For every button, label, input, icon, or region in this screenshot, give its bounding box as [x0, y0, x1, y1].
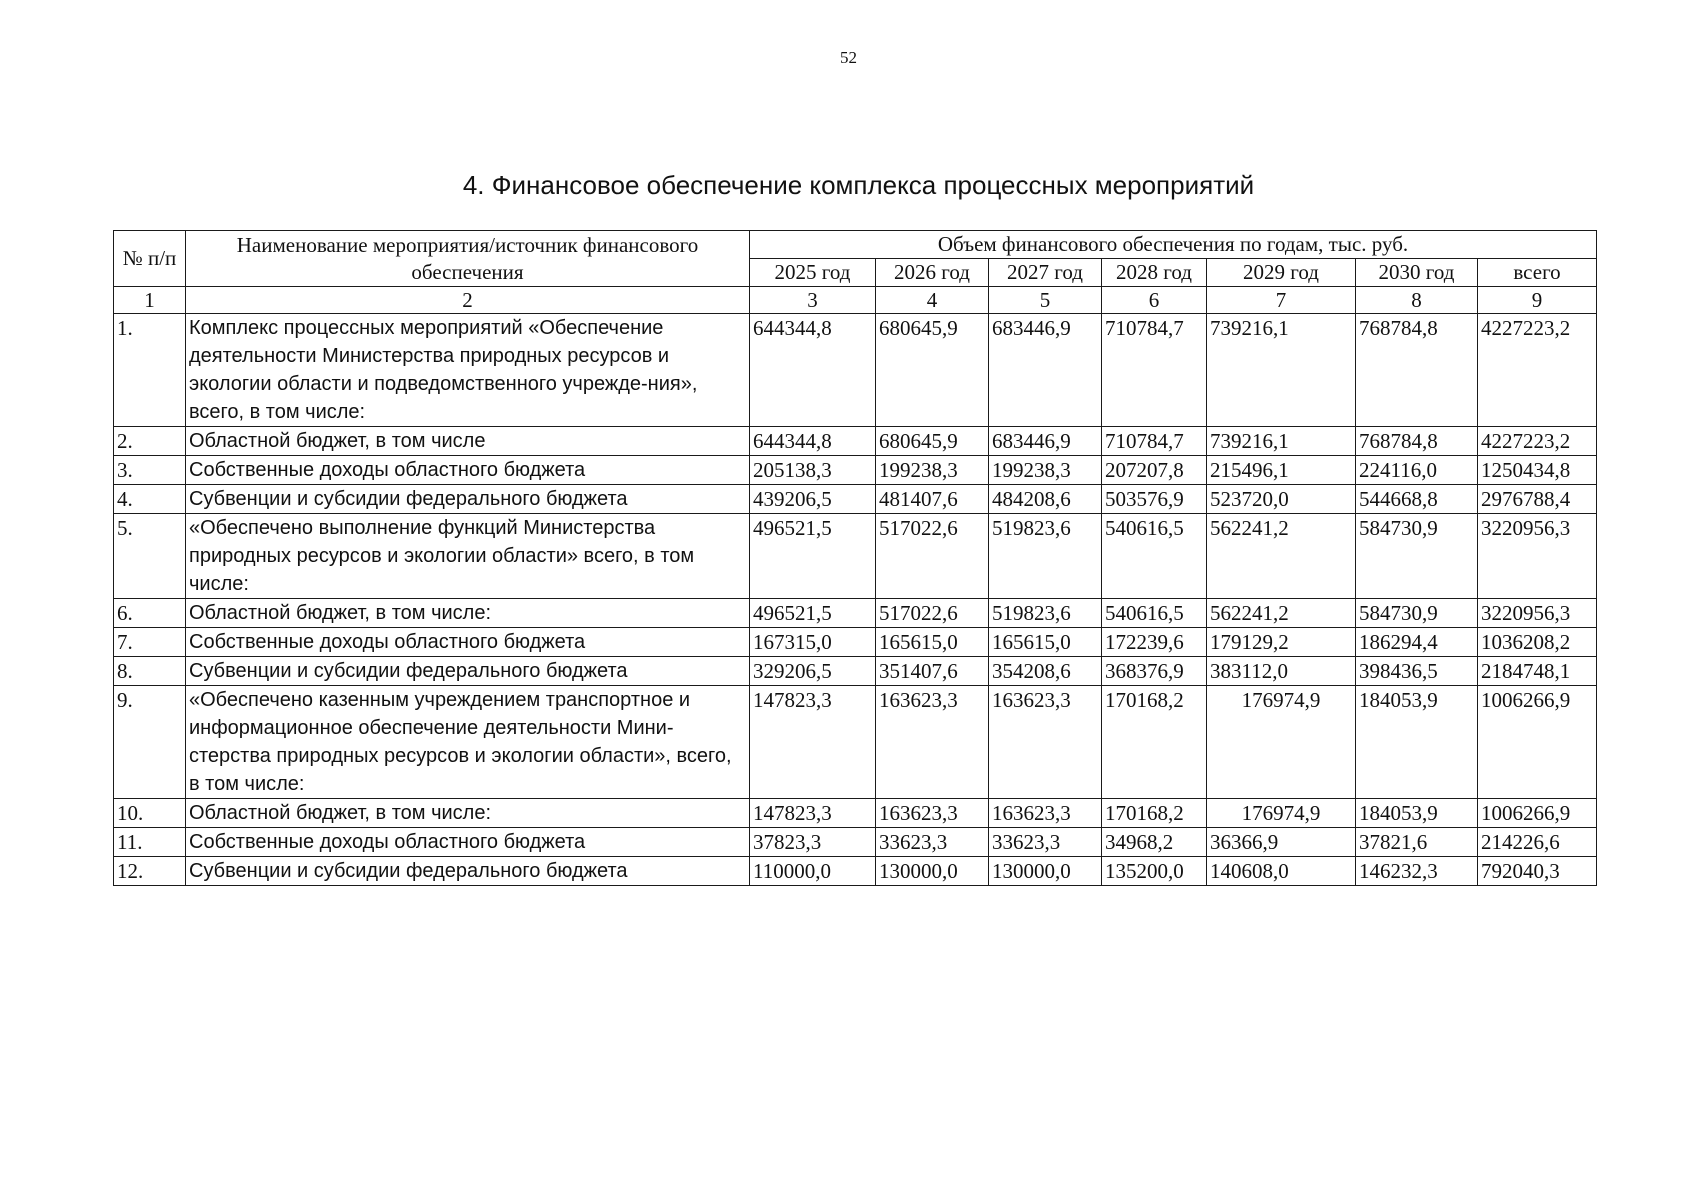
row-name: Субвенции и субсидии федерального бюджета: [186, 485, 750, 514]
row-value: 484208,6: [989, 485, 1102, 514]
row-value: 354208,6: [989, 657, 1102, 686]
row-value: 163623,3: [876, 799, 989, 828]
row-total: 3220956,3: [1478, 514, 1597, 599]
table-row: [114, 514, 1597, 599]
row-number: 1.: [114, 314, 186, 427]
row-name: Комплекс процессных мероприятий «Обеспечение деятельности Министерства природных ресурсов и экологии области и подведомственного учрежде-ния», всего, в том числе:: [186, 314, 750, 427]
column-number: 9: [1478, 287, 1597, 314]
row-value: 644344,8: [750, 314, 876, 427]
row-value: 517022,6: [876, 599, 989, 628]
table-row: [114, 686, 1597, 799]
table-row: [114, 857, 1597, 886]
row-value: 439206,5: [750, 485, 876, 514]
row-value: 496521,5: [750, 599, 876, 628]
row-value: 739216,1: [1207, 427, 1356, 456]
row-value: 205138,3: [750, 456, 876, 485]
row-value: 683446,9: [989, 314, 1102, 427]
row-total: 4227223,2: [1478, 427, 1597, 456]
row-value: 184053,9: [1356, 686, 1478, 799]
row-value: 130000,0: [876, 857, 989, 886]
row-value: 172239,6: [1102, 628, 1207, 657]
row-value: 562241,2: [1207, 599, 1356, 628]
row-value: 170168,2: [1102, 799, 1207, 828]
column-number: 3: [750, 287, 876, 314]
row-value: 584730,9: [1356, 599, 1478, 628]
row-name: Собственные доходы областного бюджета: [186, 456, 750, 485]
header-year: 2025 год: [750, 259, 876, 287]
row-value: 170168,2: [1102, 686, 1207, 799]
row-value: 140608,0: [1207, 857, 1356, 886]
row-value: 644344,8: [750, 427, 876, 456]
row-total: 2976788,4: [1478, 485, 1597, 514]
row-value: 34968,2: [1102, 828, 1207, 857]
row-value: 33623,3: [876, 828, 989, 857]
row-value: 199238,3: [989, 456, 1102, 485]
column-numbers-row: [114, 287, 1597, 314]
row-value: 199238,3: [876, 456, 989, 485]
row-name: Областной бюджет, в том числе: [186, 427, 750, 456]
row-value: 351407,6: [876, 657, 989, 686]
row-value: 562241,2: [1207, 514, 1356, 599]
row-number: 10.: [114, 799, 186, 828]
column-number: 1: [114, 287, 186, 314]
column-number: 8: [1356, 287, 1478, 314]
row-value: 523720,0: [1207, 485, 1356, 514]
row-value: 683446,9: [989, 427, 1102, 456]
row-value: 496521,5: [750, 514, 876, 599]
row-number: 7.: [114, 628, 186, 657]
header-year: 2027 год: [989, 259, 1102, 287]
column-number: 2: [186, 287, 750, 314]
table-row: [114, 485, 1597, 514]
row-value: 680645,9: [876, 427, 989, 456]
row-name: Областной бюджет, в том числе:: [186, 799, 750, 828]
row-total: 214226,6: [1478, 828, 1597, 857]
row-value: 135200,0: [1102, 857, 1207, 886]
row-value: 215496,1: [1207, 456, 1356, 485]
row-total: 1250434,8: [1478, 456, 1597, 485]
table-row: [114, 828, 1597, 857]
row-value: 165615,0: [876, 628, 989, 657]
header-name: Наименование мероприятия/источник финансового обеспечения: [186, 231, 750, 287]
row-value: 519823,6: [989, 599, 1102, 628]
row-value: 184053,9: [1356, 799, 1478, 828]
row-number: 8.: [114, 657, 186, 686]
table-row: [114, 456, 1597, 485]
column-number: 5: [989, 287, 1102, 314]
row-total: 4227223,2: [1478, 314, 1597, 427]
row-value: 165615,0: [989, 628, 1102, 657]
row-value: 540616,5: [1102, 514, 1207, 599]
row-value: 398436,5: [1356, 657, 1478, 686]
row-value: 147823,3: [750, 799, 876, 828]
row-name: «Обеспечено выполнение функций Министерства природных ресурсов и экологии области» всего, в том числе:: [186, 514, 750, 599]
row-value: 680645,9: [876, 314, 989, 427]
row-value: 37821,6: [1356, 828, 1478, 857]
row-value: 224116,0: [1356, 456, 1478, 485]
row-number: 4.: [114, 485, 186, 514]
row-value: 163623,3: [989, 799, 1102, 828]
column-number: 4: [876, 287, 989, 314]
row-value: 329206,5: [750, 657, 876, 686]
row-number: 6.: [114, 599, 186, 628]
row-value: 163623,3: [989, 686, 1102, 799]
column-number: 7: [1207, 287, 1356, 314]
row-value: 710784,7: [1102, 314, 1207, 427]
row-number: 3.: [114, 456, 186, 485]
table-row: [114, 314, 1597, 427]
row-value: 739216,1: [1207, 314, 1356, 427]
row-name: Субвенции и субсидии федерального бюджета: [186, 857, 750, 886]
row-value: 163623,3: [876, 686, 989, 799]
header-year: 2026 год: [876, 259, 989, 287]
row-value: 519823,6: [989, 514, 1102, 599]
header-year: 2028 год: [1102, 259, 1207, 287]
row-total: 3220956,3: [1478, 599, 1597, 628]
column-number: 6: [1102, 287, 1207, 314]
header-total: всего: [1478, 259, 1597, 287]
row-total: 2184748,1: [1478, 657, 1597, 686]
row-value: 130000,0: [989, 857, 1102, 886]
table-row: [114, 657, 1597, 686]
row-value: 481407,6: [876, 485, 989, 514]
row-value: 167315,0: [750, 628, 876, 657]
row-value: 146232,3: [1356, 857, 1478, 886]
row-name: Субвенции и субсидии федерального бюджета: [186, 657, 750, 686]
row-value: 517022,6: [876, 514, 989, 599]
row-value: 179129,2: [1207, 628, 1356, 657]
header-year: 2029 год: [1207, 259, 1356, 287]
table-row: [114, 799, 1597, 828]
row-value: 37823,3: [750, 828, 876, 857]
row-value: 176974,9: [1207, 799, 1356, 828]
row-name: Собственные доходы областного бюджета: [186, 628, 750, 657]
row-value: 503576,9: [1102, 485, 1207, 514]
financing-table: [113, 230, 1597, 886]
row-name: Областной бюджет, в том числе:: [186, 599, 750, 628]
row-value: 540616,5: [1102, 599, 1207, 628]
table-row: [114, 599, 1597, 628]
page-number: 52: [840, 48, 857, 67]
row-number: 12.: [114, 857, 186, 886]
page-title: 4. Финансовое обеспечение комплекса процессных мероприятий: [462, 170, 1255, 200]
row-number: 9.: [114, 686, 186, 799]
row-total: 1006266,9: [1478, 686, 1597, 799]
row-value: 584730,9: [1356, 514, 1478, 599]
row-value: 147823,3: [750, 686, 876, 799]
row-number: 5.: [114, 514, 186, 599]
row-value: 768784,8: [1356, 427, 1478, 456]
row-value: 710784,7: [1102, 427, 1207, 456]
table-row: [114, 628, 1597, 657]
row-value: 383112,0: [1207, 657, 1356, 686]
row-value: 110000,0: [750, 857, 876, 886]
row-total: 1036208,2: [1478, 628, 1597, 657]
row-value: 176974,9: [1207, 686, 1356, 799]
header-volume: Объем финансового обеспечения по годам, тыс. руб.: [750, 231, 1597, 259]
header-row: [114, 231, 1597, 259]
row-value: 207207,8: [1102, 456, 1207, 485]
row-value: 186294,4: [1356, 628, 1478, 657]
table-row: [114, 427, 1597, 456]
row-value: 33623,3: [989, 828, 1102, 857]
row-number: 11.: [114, 828, 186, 857]
row-total: 1006266,9: [1478, 799, 1597, 828]
row-name: Собственные доходы областного бюджета: [186, 828, 750, 857]
header-num: № п/п: [114, 231, 186, 287]
row-number: 2.: [114, 427, 186, 456]
table-body: [114, 314, 1597, 886]
header-year: 2030 год: [1356, 259, 1478, 287]
row-total: 792040,3: [1478, 857, 1597, 886]
row-value: 768784,8: [1356, 314, 1478, 427]
row-name: «Обеспечено казенным учреждением транспортное и информационное обеспечение деятельности Мини-стерства природных ресурсов и экологии области», всего, в том числе:: [186, 686, 750, 799]
row-value: 544668,8: [1356, 485, 1478, 514]
row-value: 36366,9: [1207, 828, 1356, 857]
row-value: 368376,9: [1102, 657, 1207, 686]
